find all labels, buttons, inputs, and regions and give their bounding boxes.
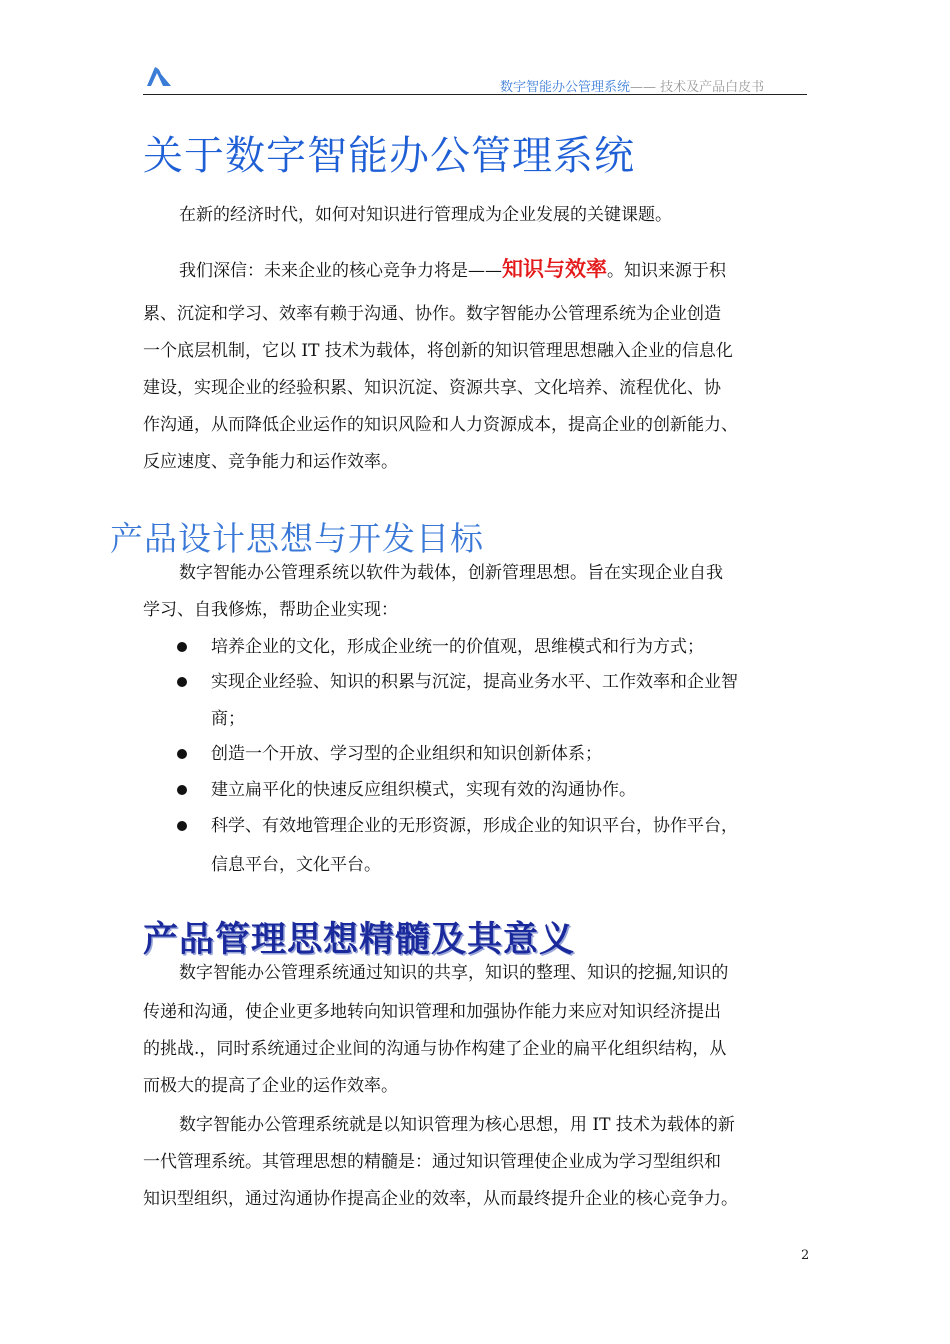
paragraph-line: 作沟通，从而降低企业运作的知识风险和人力资源成本，提高企业的创新能力、 (143, 415, 738, 435)
para-prefix: 我们深信：未来企业的核心竞争力将是—— (179, 261, 502, 281)
paragraph-line: 知识型组织，通过沟通协作提高企业的效率，从而最终提升企业的核心竞争力。 (143, 1189, 738, 1209)
bullet-text: 科学、有效地管理企业的无形资源，形成企业的知识平台，协作平台， (211, 816, 738, 836)
bullet-icon (177, 677, 187, 687)
bullet-icon (177, 821, 187, 831)
highlight-text: 知识与效率 (502, 257, 607, 281)
paragraph-line: 一代管理系统。其管理思想的精髓是：通过知识管理使企业成为学习型组织和 (143, 1152, 721, 1172)
bullet-text: 实现企业经验、知识的积累与沉淀，提高业务水平、工作效率和企业智 (211, 672, 738, 692)
bullet-text: 创造一个开放、学习型的企业组织和知识创新体系； (211, 744, 602, 764)
paragraph-line: 累、沉淀和学习、效率有赖于沟通、协作。数字智能办公管理系统为企业创造 (143, 304, 721, 324)
company-logo-icon (143, 64, 173, 90)
paragraph-line: 一个底层机制，它以 IT 技术为载体，将创新的知识管理思想融入企业的信息化 (143, 341, 733, 361)
paragraph-line: 在新的经济时代，如何对知识进行管理成为企业发展的关键课题。 (179, 205, 672, 225)
paragraph-line: 而极大的提高了企业的运作效率。 (143, 1076, 398, 1096)
para-suffix: 。知识来源于积 (607, 261, 726, 281)
bullet-icon (177, 749, 187, 759)
bullet-icon (177, 785, 187, 795)
paragraph-line: 反应速度、竞争能力和运作效率。 (143, 452, 398, 472)
paragraph-line: 建设，实现企业的经验积累、知识沉淀、资源共享、文化培养、流程优化、协 (143, 378, 721, 398)
header-subtitle: —— 技术及产品白皮书 (630, 80, 765, 95)
header-title: 数字智能办公管理系统 (500, 80, 631, 95)
bullet-text: 建立扁平化的快速反应组织模式，实现有效的沟通协作。 (211, 780, 636, 800)
bullet-text: 培养企业的文化，形成企业统一的价值观，思维模式和行为方式； (211, 637, 704, 657)
bullet-icon (177, 642, 187, 652)
section-heading-essence: 产品管理思想精髓及其意义 (143, 920, 576, 960)
bullet-text-continued: 商； (211, 709, 245, 729)
paragraph-line: 的挑战.，同时系统通过企业间的沟通与协作构建了企业的扁平化组织结构，从 (143, 1039, 727, 1059)
paragraph-line (179, 258, 726, 282)
header-divider (143, 94, 807, 95)
paragraph-line: 数字智能办公管理系统就是以知识管理为核心思想，用 IT 技术为载体的新 (179, 1115, 735, 1135)
page-number: 2 (801, 1248, 810, 1263)
bullet-text-continued: 信息平台，文化平台。 (211, 855, 381, 875)
document-header (500, 76, 764, 95)
paragraph-line: 学习、自我修炼，帮助企业实现： (143, 600, 398, 620)
section-heading-about: 关于数字智能办公管理系统 (143, 133, 635, 179)
paragraph-line: 传递和沟通，使企业更多地转向知识管理和加强协作能力来应对知识经济提出 (143, 1002, 721, 1022)
paragraph-line: 数字智能办公管理系统以软件为载体，创新管理思想。旨在实现企业自我 (179, 563, 723, 583)
section-heading-design: 产品设计思想与开发目标 (110, 519, 484, 558)
paragraph-line: 数字智能办公管理系统通过知识的共享，知识的整理、知识的挖掘,知识的 (179, 963, 729, 983)
